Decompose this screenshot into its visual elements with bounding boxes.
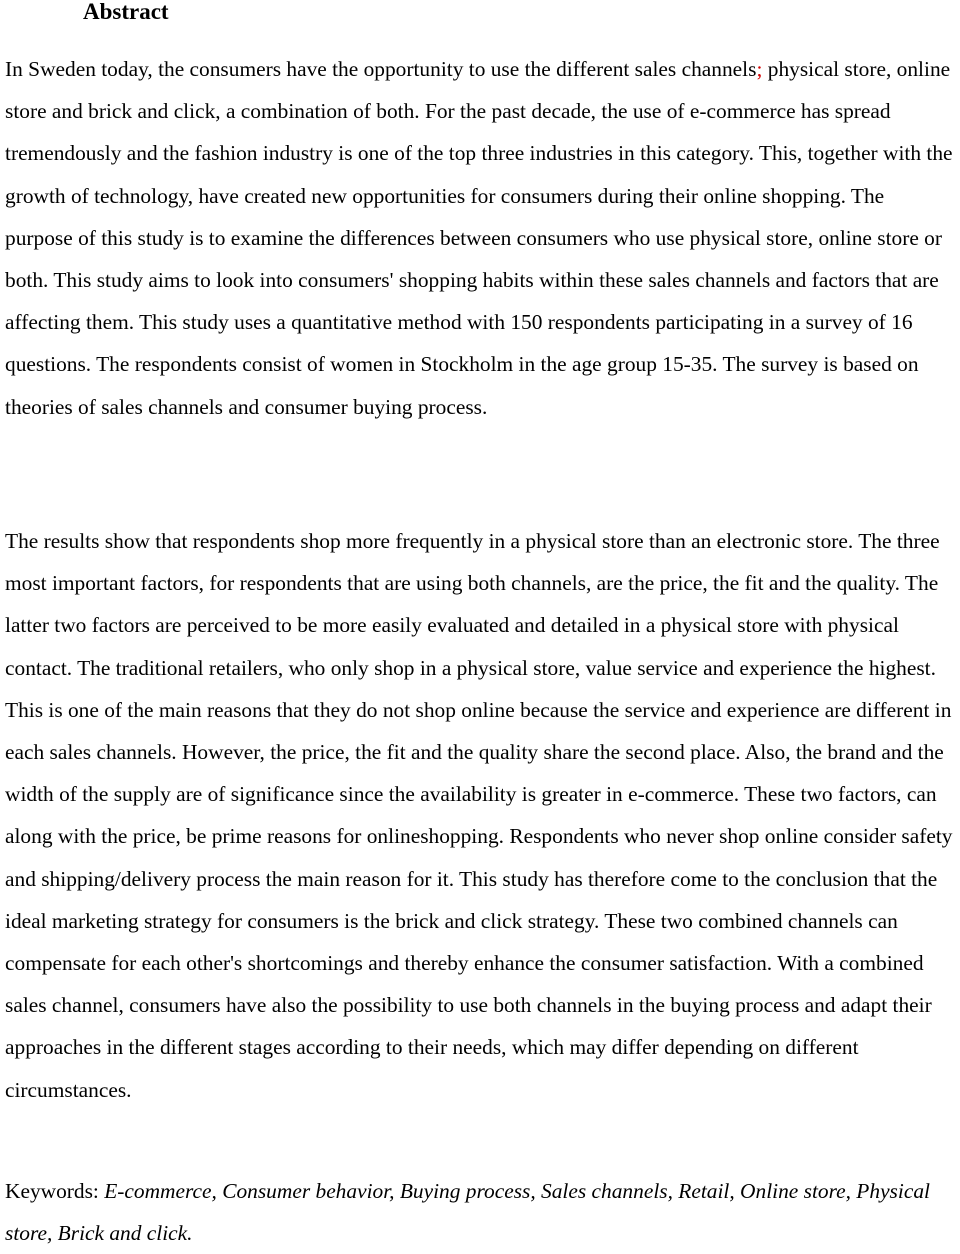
p1-text-start: In Sweden today, the consumers have the opportunity to use the different sales channels [5, 57, 757, 81]
abstract-paragraph-1 [5, 48, 957, 428]
keywords-line [5, 1170, 930, 1254]
abstract-paragraph-2: The results show that respondents shop more frequently in a physical store than an electronic store. The three most important factors, for respondents that are using both channels, are the price, the fit and the quality. The latter two factors are perceived to be more easily evaluated and detailed in a physical store with physical contact. The traditional retailers, who only shop in a physical store, value service and experience the highest. This is one of the main reasons that they do not shop online because the service and experience are different in each sales channels. However, the price, the fit and the quality share the second place. Also, the brand and the width of the supply are of significance since the availability is greater in e-commerce. These two factors, can along with the price, be prime reasons for onlineshopping. Respondents who never shop online consider safety and shipping/delivery process the main reason for it. This study has therefore come to the conclusion that the ideal marketing strategy for consumers is the brick and click strategy. These two combined channels can compensate for each other's shortcomings and thereby enhance the consumer satisfaction. With a combined sales channel, consumers have also the possibility to use both channels in the buying process and adapt their approaches in the different stages according to their needs, which may differ depending on different circumstances. [5, 529, 953, 1102]
p1-text-end: physical store, online store and brick and click, a combination of both. For the past decade, the use of e-commerce has spread tremendously and the fashion industry is one of the top three industries in this category. This, together with the growth of technology, have created new opportunities for consumers during their online shopping. The purpose of this study is to examine the differences between consumers who use physical store, online store or both. This study aims to look into consumers' shopping habits within these sales channels and factors that are affecting them. This study uses a quantitative method with 150 respondents participating in a survey of 16 questions. The respondents consist of women in Stockholm in the age group 15-35. The survey is based on theories of sales channels and consumer buying process. [5, 57, 953, 419]
keywords-label: Keywords: [5, 1179, 105, 1203]
keywords-list: E-commerce, Consumer behavior, Buying process, Sales channels, Retail, Online store, Physical store, Brick and click. [5, 1179, 930, 1246]
p1-red-semicolon: ; [756, 57, 763, 81]
abstract-heading: Abstract [83, 0, 169, 24]
